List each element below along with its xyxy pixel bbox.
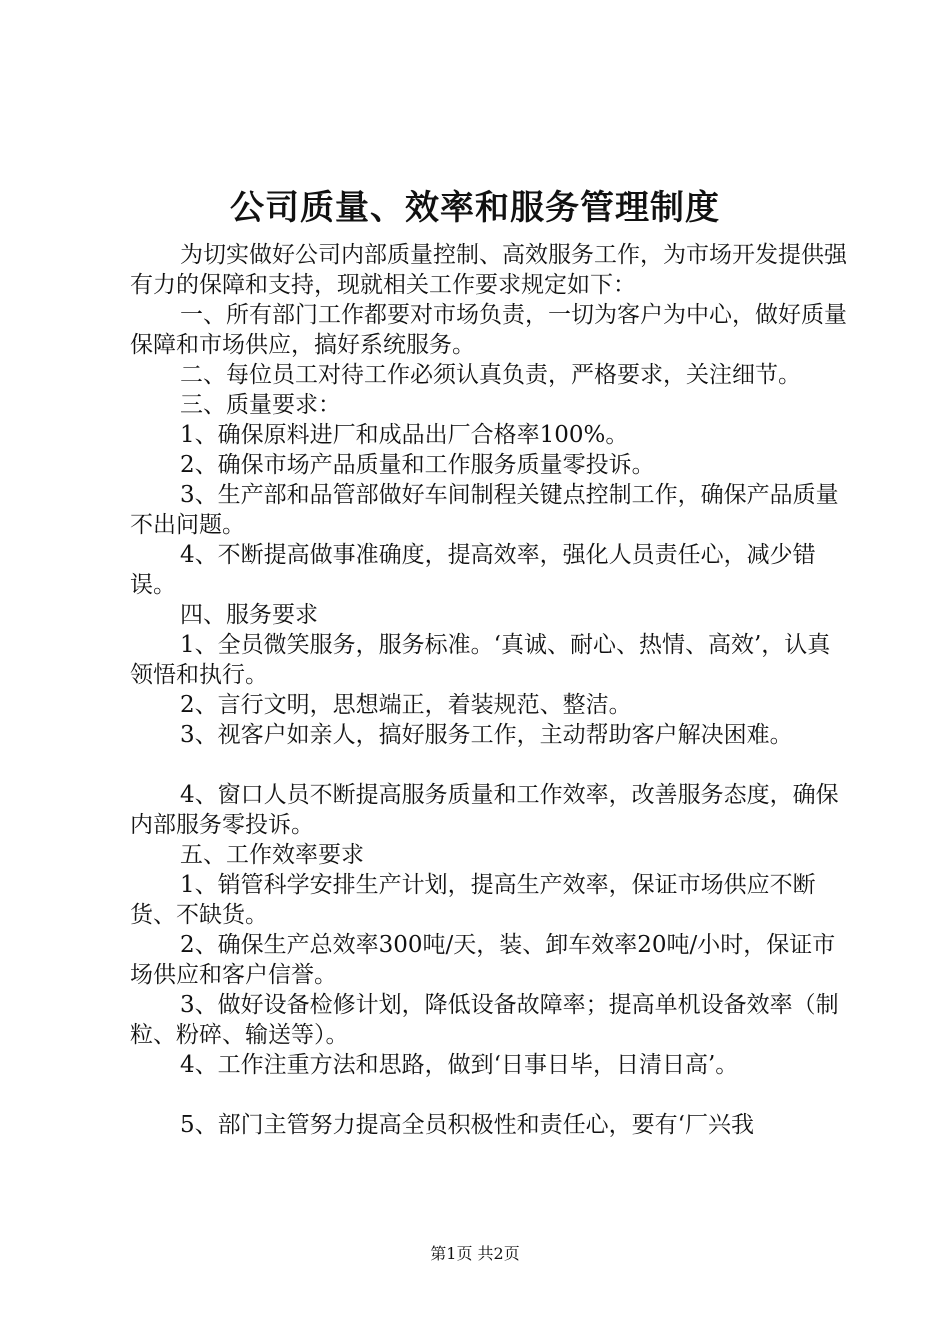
paragraph-quality-4: 4、不断提高做事准确度，提高效率，强化人员责任心，减少错误。 xyxy=(130,542,816,598)
blank-line xyxy=(130,1080,850,1110)
paragraph-intro: 为切实做好公司内部质量控制、高效服务工作，为市场开发提供强有力的保障和支持，现就相关工作要求规定如下： xyxy=(130,242,847,298)
page-footer: 第1页 共2页 xyxy=(430,1244,520,1263)
blank-line xyxy=(130,750,850,780)
section-heading-efficiency: 五、工作效率要求 xyxy=(180,842,364,868)
paragraph-efficiency-4: 4、工作注重方法和思路，做到‘日事日毕，日清日高’。 xyxy=(180,1052,739,1078)
section-heading-service: 四、服务要求 xyxy=(180,602,318,628)
paragraph-service-4: 4、窗口人员不断提高服务质量和工作效率，改善服务态度，确保内部服务零投诉。 xyxy=(130,782,839,838)
paragraph-efficiency-3: 3、做好设备检修计划，降低设备故障率；提高单机设备效率（制粒、粉碎、输送等）。 xyxy=(130,992,839,1048)
paragraph-quality-2: 2、确保市场产品质量和工作服务质量零投诉。 xyxy=(180,452,655,478)
paragraph-service-2: 2、言行文明，思想端正，着装规范、整洁。 xyxy=(180,692,632,718)
paragraph-efficiency-1: 1、销管科学安排生产计划，提高生产效率，保证市场供应不断货、不缺货。 xyxy=(130,872,816,928)
paragraph-efficiency-2: 2、确保生产总效率300吨/天，装、卸车效率20吨/小时，保证市场供应和客户信誉。 xyxy=(130,932,836,988)
paragraph-item-1: 一、所有部门工作都要对市场负责，一切为客户为中心，做好质量保障和市场供应，搞好系统服务。 xyxy=(130,302,847,358)
paragraph-quality-1: 1、确保原料进厂和成品出厂合格率100%。 xyxy=(180,422,629,448)
section-heading-quality: 三、质量要求： xyxy=(180,392,341,418)
paragraph-item-2: 二、每位员工对待工作必须认真负责，严格要求，关注细节。 xyxy=(180,362,801,388)
paragraph-quality-3: 3、生产部和品管部做好车间制程关键点控制工作，确保产品质量不出问题。 xyxy=(130,482,839,538)
document-title: 公司质量、效率和服务管理制度 xyxy=(230,188,720,228)
paragraph-service-1: 1、全员微笑服务，服务标准。‘真诚、耐心、热情、高效’，认真领悟和执行。 xyxy=(130,632,831,688)
paragraph-efficiency-5: 5、部门主管努力提高全员积极性和责任心，要有‘厂兴我 xyxy=(180,1112,754,1138)
paragraph-service-3: 3、视客户如亲人，搞好服务工作，主动帮助客户解决困难。 xyxy=(180,722,793,748)
document-body xyxy=(130,240,850,1140)
